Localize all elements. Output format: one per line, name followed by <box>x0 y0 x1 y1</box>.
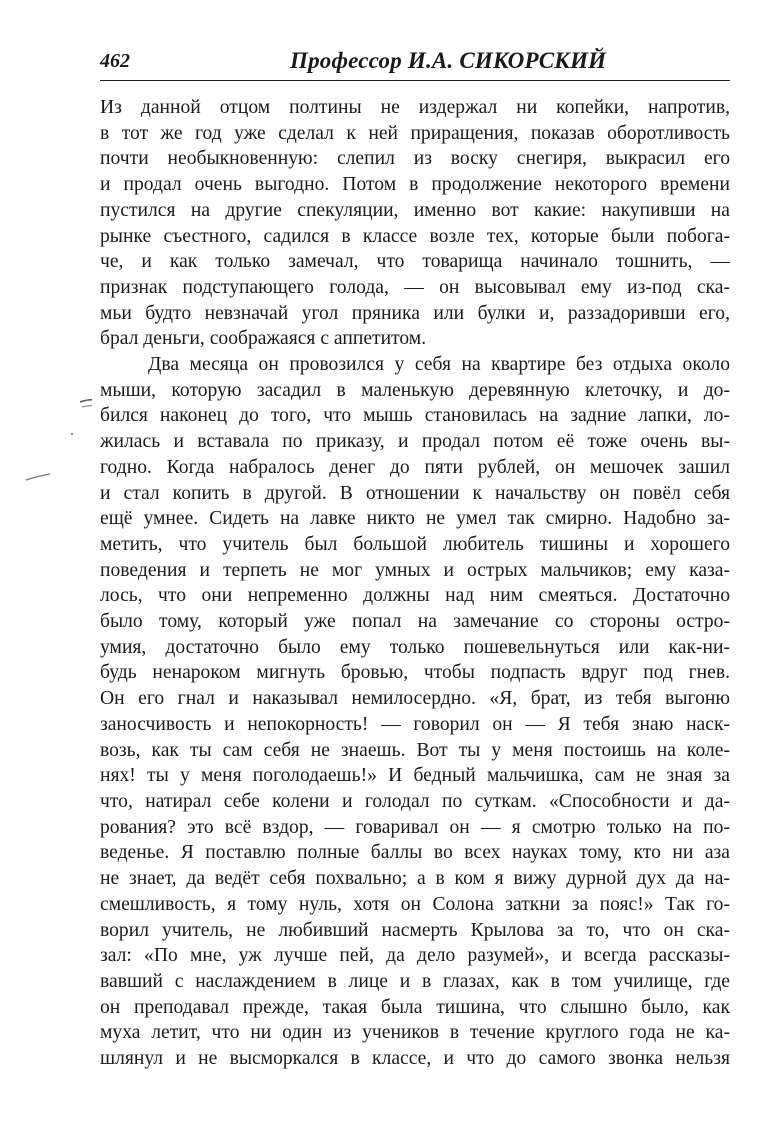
text-line: признак подступающего голода, — он высовывал ему из-под ска- <box>100 276 730 298</box>
text-line: зал: «По мне, уж лучше пей, да дело разумей», и всегда рассказы- <box>100 945 730 967</box>
text-line: рынке съестного, садился в классе возле тех, которые были побога- <box>100 225 730 247</box>
text-line: почти необыкновенную: слепил из воску снегиря, выкрасил его <box>100 148 730 170</box>
text-line: жилась и вставала по приказу, и продал потом её тоже очень вы- <box>100 431 730 453</box>
text-line: пустился на другие спекуляции, именно вот какие: накупивши на <box>100 199 730 221</box>
text-line: годно. Когда набралось денег до пяти рублей, он мешочек зашил <box>100 456 730 478</box>
page-number: 462 <box>100 50 130 72</box>
text-line: поведения и терпеть не мог умных и острых мальчиков; ему каза- <box>100 559 730 581</box>
text-line: заносчивость и непокорность! — говорил он — Я тебя знаю наск- <box>100 713 730 735</box>
page-header <box>100 46 730 81</box>
text-line: лось, что они непременно должны над ним смеяться. Достаточно <box>100 585 730 607</box>
text-line: брал деньги, соображаяся с аппетитом. <box>100 328 427 350</box>
text-line: веденье. Я поставлю полные баллы во всех науках тому, кто ни аза <box>100 842 730 864</box>
text-line: мьи будто невзначай угол пряника или булки и, раззадоривши его, <box>100 302 730 324</box>
text-line: было тому, который уже попал на замечание со стороны остро- <box>100 611 730 633</box>
text-line: ещё умнее. Сидеть на лавке никто не умел так смирно. Надобно за- <box>100 508 730 530</box>
text-line: муха летит, что ни один из учеников в течение круглого года не ка- <box>100 1022 730 1044</box>
text-line: Он его гнал и наказывал немилосердно. «Я, брат, из тебя выгоню <box>100 688 730 710</box>
paragraph <box>100 95 730 352</box>
text-line: ворил учитель, не любивший насмерть Крылова за то, что он ска- <box>100 919 730 941</box>
text-line: не знает, да ведёт себя похвально; а в ком я вижу дурной дух да на- <box>100 868 730 890</box>
text-line: возь, как ты сам себя не знаешь. Вот ты у меня постоишь на коле- <box>100 739 730 761</box>
text-line: нях! ты у меня поголодаешь!» И бедный мальчишка, сам не зная за <box>100 765 730 787</box>
text-line: и продал очень выгодно. Потом в продолжение некоторого времени <box>100 174 730 196</box>
text-line: что, натирал себе колени и голодал по суткам. «Способности и да- <box>100 790 730 812</box>
body-text <box>100 95 730 1072</box>
text-line: че, и как только замечал, что товарища начинало тошнить, — <box>100 251 730 273</box>
book-page <box>100 46 730 1072</box>
text-line: смешливость, я тому нуль, хотя он Солона заткни за пояс!» Так го- <box>100 893 730 915</box>
text-line: умия, достаточно было ему только пошевельнуться или как-ни- <box>100 636 730 658</box>
text-line: Из данной отцом полтины не издержал ни копейки, напротив, <box>100 97 730 118</box>
text-line: шлянул и не высморкался в классе, и что до самого звонка нельзя <box>100 1048 730 1070</box>
text-line: вавший с наслаждением в лице и в глазах, как в том училище, где <box>100 970 730 992</box>
text-line: Два месяца он провозился у себя на квартире без отдыха около <box>148 354 730 376</box>
paragraph <box>100 352 730 1072</box>
text-line: бился наконец до того, что мышь становилась на задние лапки, ло- <box>100 405 730 427</box>
text-line: метить, что учитель был большой любитель тишины и хорошего <box>100 533 730 555</box>
running-head: Профессор И.А. СИКОРСКИЙ <box>290 48 607 73</box>
text-line: будь ненароком мигнуть бровью, чтобы подпасть вдруг под гнев. <box>100 662 730 684</box>
pencil-margin-mark <box>22 392 92 482</box>
text-line: рования? это всё вздор, — говаривал он — я смотрю только на по- <box>100 816 730 838</box>
text-line: мыши, которую засадил в маленькую деревянную клеточку, и до- <box>100 379 730 401</box>
text-line: в тот же год уже сделал к ней приращения, показав оборотливость <box>100 122 730 144</box>
text-line: и стал копить в другой. В отношении к начальству он повёл себя <box>100 482 730 504</box>
text-line: он преподавал прежде, такая была тишина, что слышно было, как <box>100 996 730 1018</box>
